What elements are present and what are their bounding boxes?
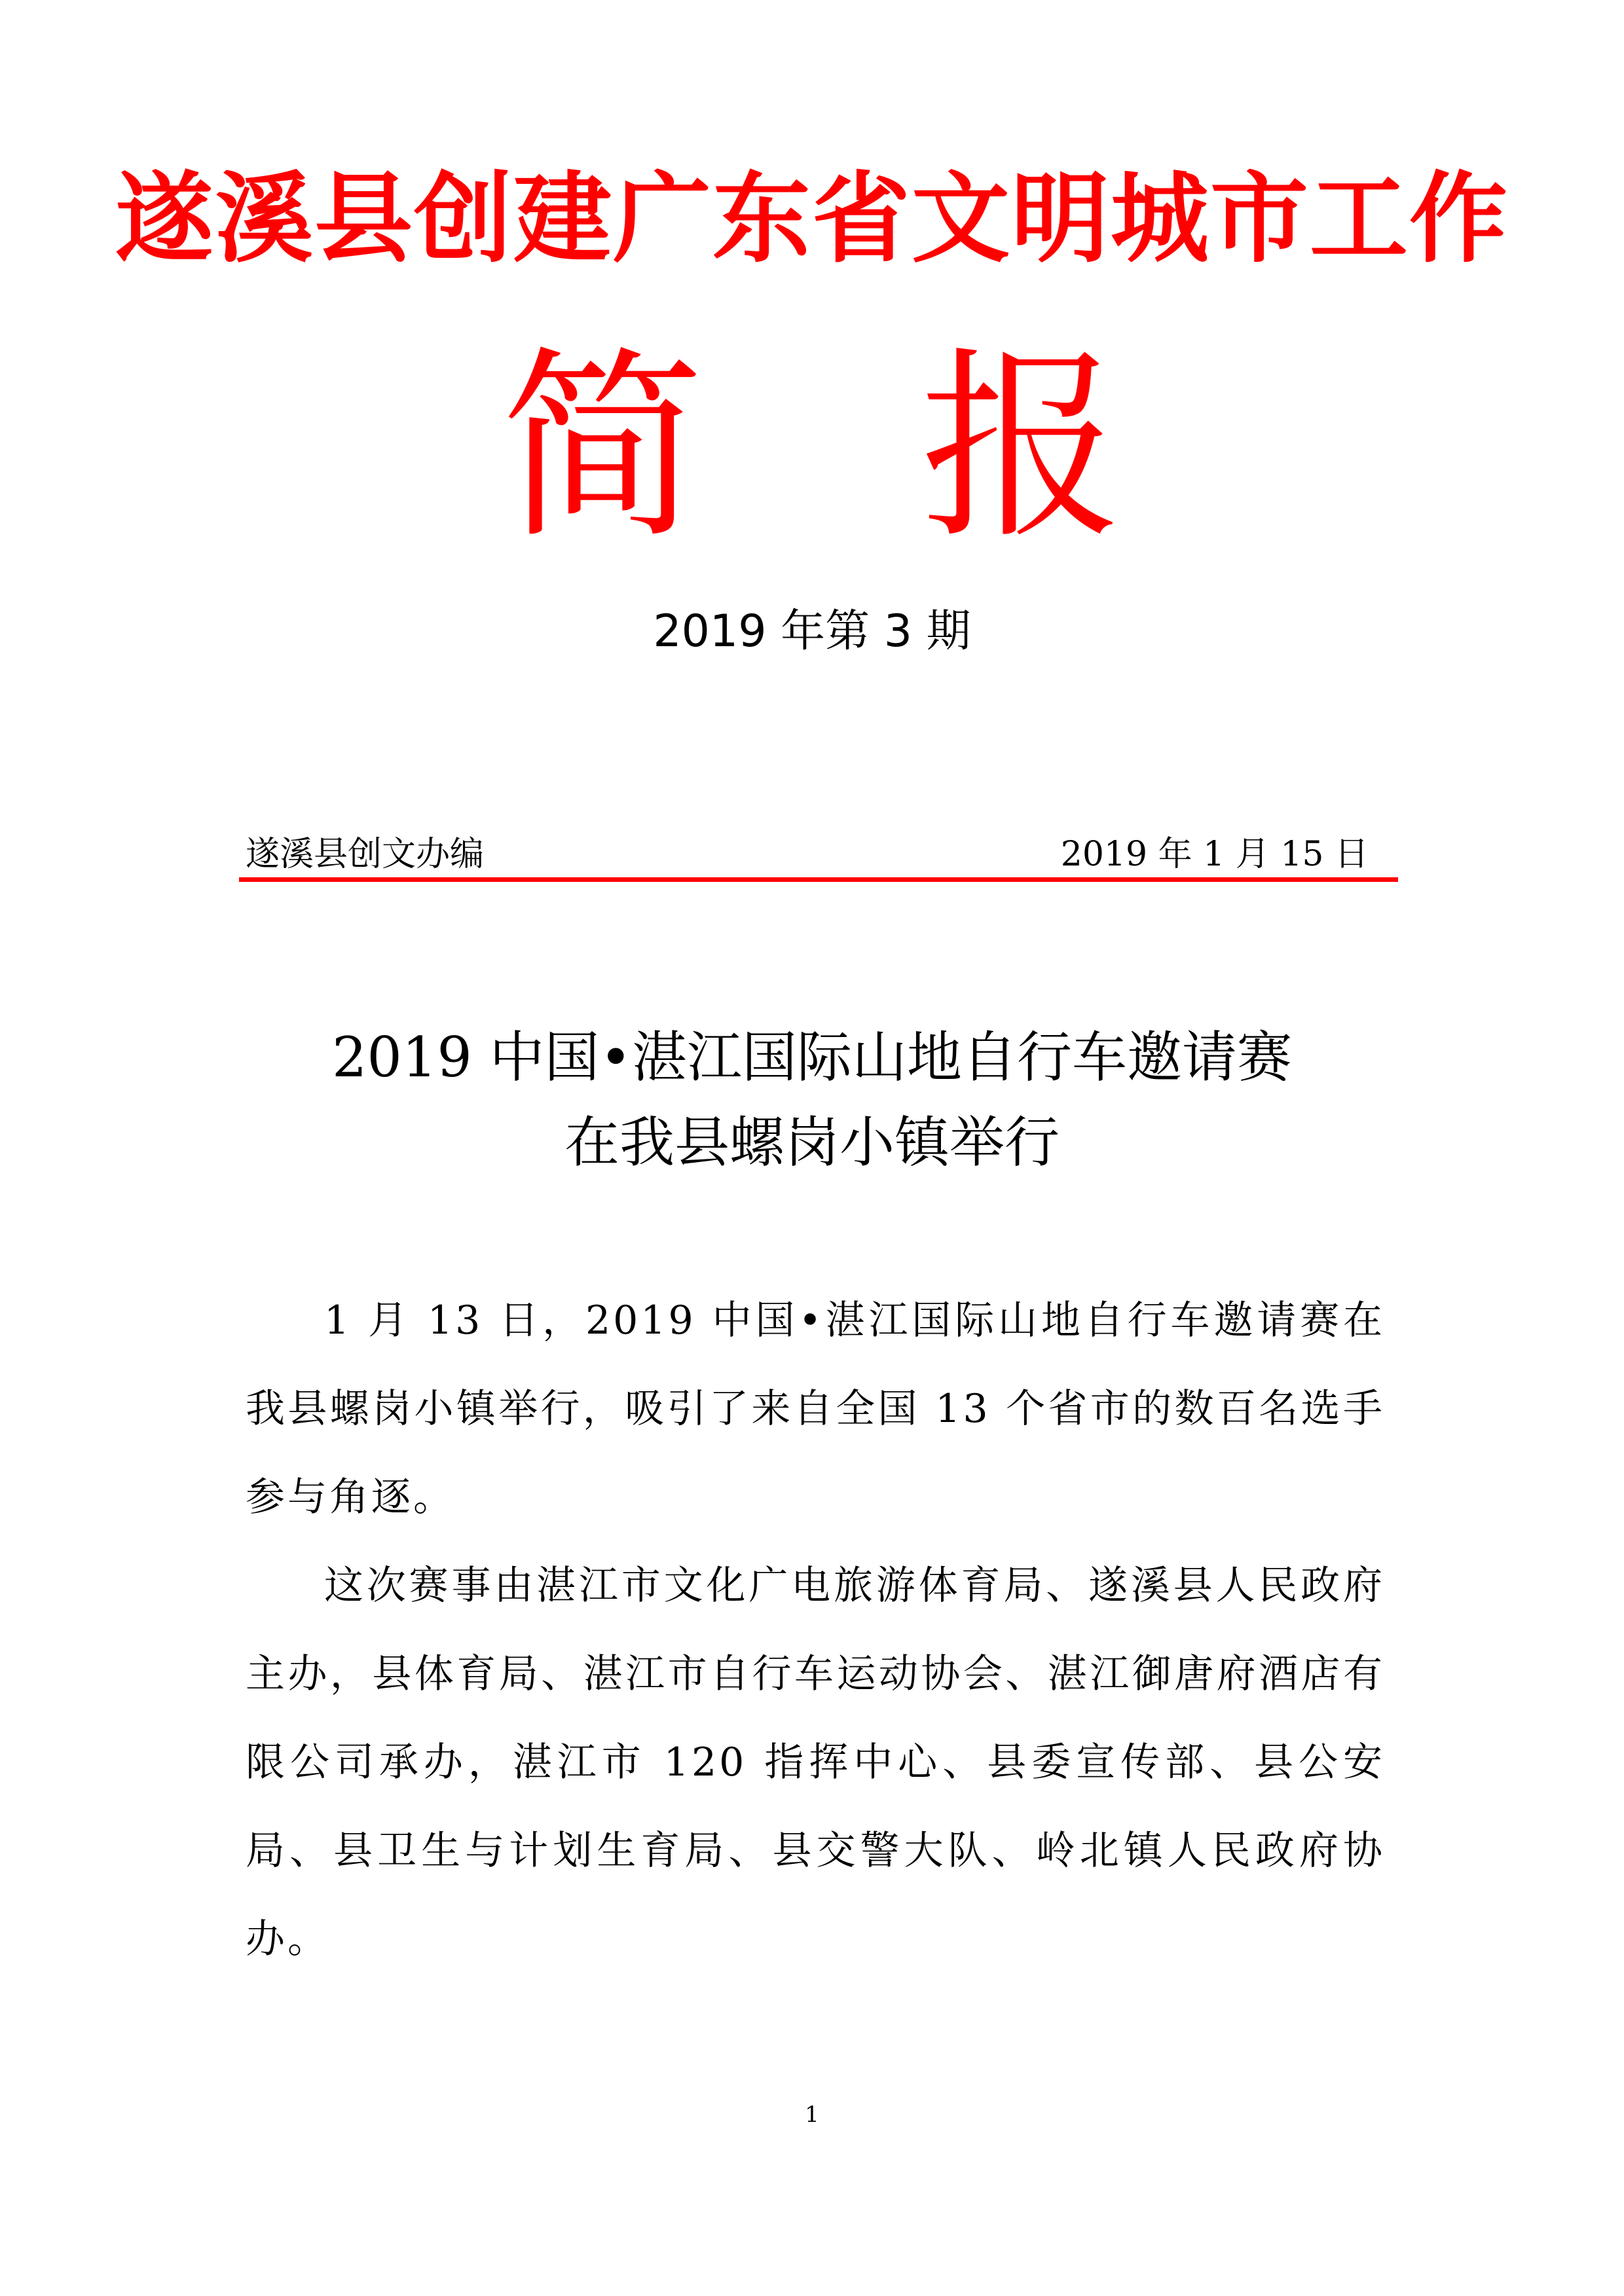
masthead-bulletin-label [0, 330, 1624, 566]
issue-date: 2019 年 1 月 15 日 [1060, 835, 1369, 874]
masthead-char-jian: 简 [501, 330, 704, 566]
article-paragraph: 1 月 13 日，2019 中国•湛江国际山地自行车邀请赛在我县螺岗小镇举行，吸引了来自全国 13 个省市的数百名选手参与角逐。 [246, 1298, 1385, 1520]
article-headline-line2: 在我县螺岗小镇举行 [564, 1110, 1060, 1175]
article-paragraph: 这次赛事由湛江市文化广电旅游体育局、遂溪县人民政府主办，县体育局、湛江市自行车运动协会、湛江御唐府酒店有限公司承办，湛江市 120 指挥中心、县委宣传部、县公安局、县卫生与计划生育局、县交警大队、岭北镇人民政府协办。 [246, 1563, 1385, 1962]
editor-label: 遂溪县创文办编 [246, 835, 485, 874]
meta-row [246, 831, 1369, 877]
article-headline-line1: 2019 中国•湛江国际山地自行车邀请赛 [331, 1025, 1293, 1089]
issue-number: 2019 年第 3 期 [653, 606, 971, 657]
red-divider [239, 877, 1398, 882]
article-body [246, 1277, 1385, 1984]
masthead-title: 遂溪县创建广东省文明城市工作 [115, 162, 1509, 276]
page-number: 1 [805, 2102, 819, 2128]
masthead-char-bao: 报 [920, 330, 1123, 566]
